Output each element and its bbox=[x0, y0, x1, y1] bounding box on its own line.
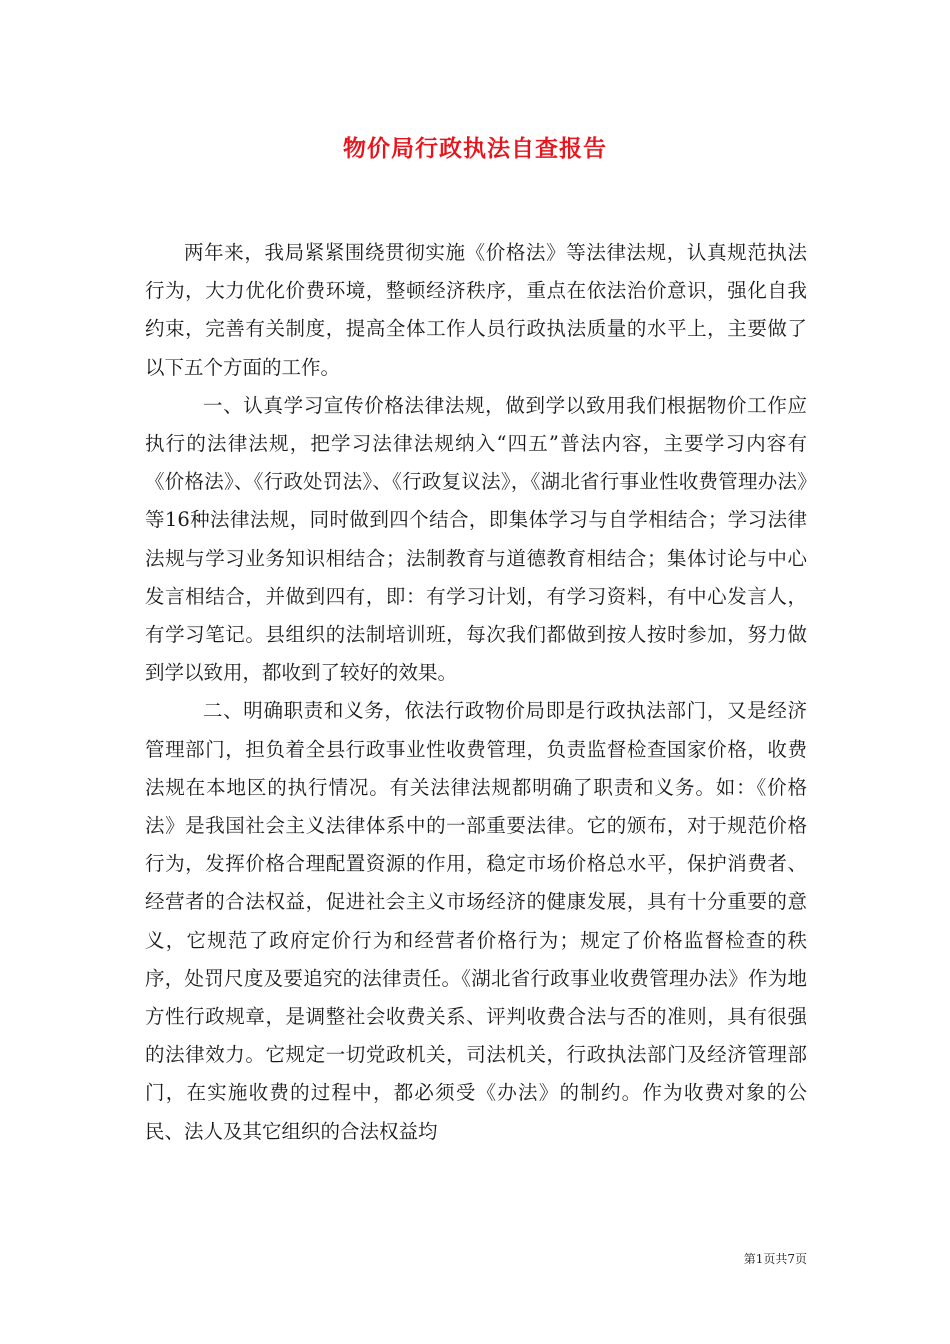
paragraph-section-one: 一、认真学习宣传价格法律法规，做到学以致用我们根据物价工作应执行的法律法规，把学习法律法规纳入“四五”普法内容，主要学习内容有《价格法》、《行政处罚法》、《行政复议法》，《湖北省行事业性收费管理办法》等16种法律法规，同时做到四个结合，即集体学习与自学相结合；学习法律法规与学习业务知识相结合；法制教育与道德教育相结合；集体讨论与中心发言相结合，并做到四有，即：有学习计划，有学习资料，有中心发言人，有学习笔记。县组织的法制培训班，每次我们都做到按人按时参加，努力做到学以致用，都收到了较好的效果。 bbox=[145, 393, 807, 685]
page-number: 第1页共7页 bbox=[743, 1252, 807, 1266]
page-title: 物价局行政执法自查报告 bbox=[343, 135, 607, 162]
paragraph-intro: 两年来，我局紧紧围绕贯彻实施《价格法》等法律法规，认真规范执法行为，大力优化价费环境，整顿经济秩序，重点在依法治价意识，强化自我约束，完善有关制度，提高全体工作人员行政执法质量的水平上，主要做了以下五个方面的工作。 bbox=[145, 241, 807, 379]
document-body bbox=[145, 234, 807, 1151]
paragraph-section-two: 二、明确职责和义务，依法行政物价局即是行政执法部门，又是经济管理部门，担负着全县行政事业性收费管理，负责监督检查国家价格，收费法规在本地区的执行情况。有关法律法规都明确了职责和义务。如：《价格法》是我国社会主义法律体系中的一部重要法律。它的颁布，对于规范价格行为，发挥价格合理配置资源的作用，稳定市场价格总水平，保护消费者、经营者的合法权益，促进社会主义市场经济的健康发展，具有十分重要的意义，它规范了政府定价行为和经营者价格行为；规定了价格监督检查的秩序，处罚尺度及要追究的法律责任。《湖北省行政事业收费管理办法》作为地方性行政规章，是调整社会收费关系、评判收费合法与否的准则，具有很强的法律效力。它规定一切党政机关，司法机关，行政执法部门及经济管理部门，在实施收费的过程中，都必须受《办法》的制约。作为收费对象的公民、法人及其它组织的合法权益均 bbox=[145, 699, 807, 1143]
